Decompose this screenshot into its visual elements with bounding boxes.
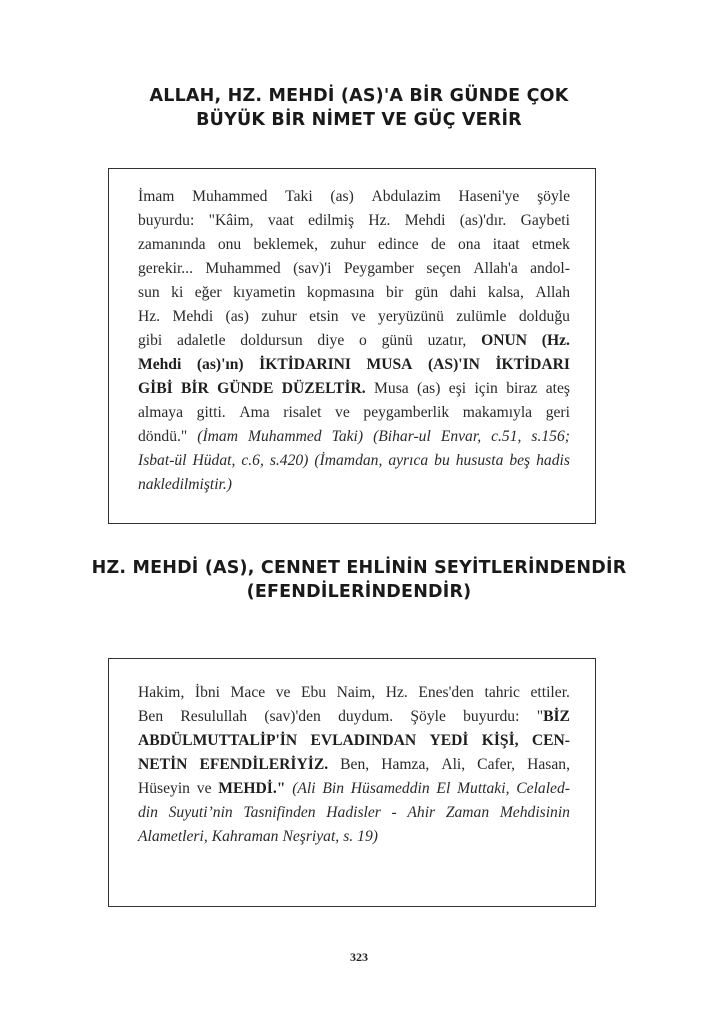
word: peygamberlik — [363, 404, 450, 421]
word: Envar, — [440, 428, 482, 445]
word: Naim, — [336, 684, 376, 701]
quote-line — [138, 401, 570, 425]
word: ateş — [545, 380, 570, 397]
section2-heading-line: (EFENDİLERİNDENDİR) — [246, 582, 472, 602]
quote-line — [138, 329, 570, 353]
word: s. — [343, 828, 354, 845]
word: Isbat-ül — [138, 452, 187, 469]
word: uzatır, — [427, 332, 467, 349]
word: Muhammed — [192, 188, 268, 205]
word: Ahir — [407, 804, 436, 821]
word: Resulullah — [180, 708, 248, 725]
word: geri — [545, 404, 570, 421]
word: yeryüzünü — [378, 308, 444, 325]
word — [537, 705, 570, 729]
word: Neşriyat, — [282, 828, 340, 845]
word: - — [391, 804, 397, 821]
word: Hakim, — [138, 684, 185, 701]
word: GÜNDE — [217, 380, 274, 397]
word: İKTİDARI — [495, 356, 570, 373]
quote-line — [138, 257, 570, 281]
quote-line — [138, 473, 570, 497]
word: seçen — [426, 260, 461, 277]
word: ona — [457, 236, 481, 253]
word: edilmiş — [308, 212, 355, 229]
word: Muttaki, — [457, 780, 510, 797]
quote-line — [138, 425, 570, 449]
quote-box-1 — [108, 168, 596, 524]
quote-line — [138, 753, 570, 777]
word: Muhammed — [205, 260, 281, 277]
word: Taki) — [331, 428, 364, 445]
quote-box-2-text — [138, 681, 570, 849]
word: duydum. — [338, 708, 394, 725]
section1-heading — [0, 84, 718, 132]
word: Tasnifinden — [243, 804, 316, 821]
word: biraz — [506, 380, 538, 397]
page-number: 323 — [350, 950, 368, 964]
word: diye — [317, 332, 345, 349]
word: c.6, — [241, 452, 264, 469]
quote-line — [138, 281, 570, 305]
word: kıyametin — [233, 284, 296, 301]
section2-heading-line: HZ. MEHDİ (AS), CENNET EHLİNİN SEYİTLERİNDENDİR — [91, 558, 627, 578]
word: (İmam — [197, 428, 238, 445]
word: almaya — [138, 404, 184, 421]
word: bir — [385, 284, 404, 301]
word: CEN- — [531, 732, 570, 749]
word: makamıyla — [462, 404, 533, 421]
quote-line — [138, 681, 570, 705]
word: eşi — [448, 380, 467, 397]
word: risalet — [283, 404, 322, 421]
word: hadis — [536, 452, 570, 469]
word: Mace — [230, 684, 266, 701]
word: (sav)'den — [264, 708, 321, 725]
word: MUSA — [366, 356, 413, 373]
word: Mehdi — [404, 212, 446, 229]
word: (AS)'IN — [427, 356, 480, 373]
word: ve — [350, 308, 366, 325]
word: Hamza, — [381, 756, 430, 773]
word: şöyle — [537, 188, 570, 205]
word: BİZ — [543, 708, 570, 725]
word: ki — [171, 284, 184, 301]
word: Ali, — [441, 756, 466, 773]
word: ve — [196, 780, 212, 797]
word: Gaybeti — [520, 212, 570, 229]
word: İbni — [194, 684, 220, 701]
quote-line — [138, 377, 570, 401]
word: s.156; — [531, 428, 570, 445]
quote-line — [138, 801, 570, 825]
word: MEHDİ." — [218, 780, 286, 797]
word: (Ali — [292, 780, 316, 797]
word: (as)'ın) — [196, 356, 244, 373]
word: vaat — [267, 212, 294, 229]
word: Hz. — [368, 212, 391, 229]
word: Mehdi — [138, 356, 182, 373]
quote-line — [138, 185, 570, 209]
word: zuhur — [261, 308, 297, 325]
word: Allah — [535, 284, 570, 301]
word: Haseni'ye — [458, 188, 520, 205]
word: kalsa, — [487, 284, 524, 301]
word: s.420) — [269, 452, 309, 469]
word: döndü." — [138, 428, 188, 445]
word: Şöyle — [410, 708, 446, 725]
word: onu — [217, 236, 242, 253]
word: ABDÜLMUTTALİP'İN — [138, 732, 298, 749]
word: (as) — [330, 188, 354, 205]
word: El — [436, 780, 451, 797]
word: Hüsameddin — [350, 780, 430, 797]
word: ONUN — [481, 332, 528, 349]
word: Muhammed — [247, 428, 322, 445]
word: ayrıca — [388, 452, 429, 469]
quote-box-1-text — [138, 185, 570, 497]
word: de — [431, 236, 446, 253]
word: buyurdu: — [138, 212, 195, 229]
word: günü — [381, 332, 413, 349]
word: zulümle — [456, 308, 507, 325]
word: Ben — [138, 708, 164, 725]
word: ve — [335, 404, 350, 421]
word: beklemek, — [253, 236, 318, 253]
word: din — [138, 804, 158, 821]
word: eğer — [194, 284, 222, 301]
word: 19) — [357, 828, 378, 845]
word: Cafer, — [477, 756, 516, 773]
word: (Hz. — [541, 332, 570, 349]
word: doldursun — [240, 332, 303, 349]
word: Hüdat, — [192, 452, 236, 469]
word: (sav)'i — [293, 260, 332, 277]
word: Hüseyin — [138, 780, 190, 797]
word: beş — [509, 452, 531, 469]
word: c.51, — [491, 428, 522, 445]
word: EFENDİLERİYİZ. — [199, 756, 329, 773]
word: sun — [138, 284, 160, 301]
word: için — [474, 380, 498, 397]
word: (İmamdan, — [314, 452, 383, 469]
quote-line — [138, 353, 570, 377]
word: hususta — [455, 452, 504, 469]
word: gün — [414, 284, 439, 301]
word: buyurdu: — [463, 708, 520, 725]
quote-line — [138, 305, 570, 329]
word: Ama — [239, 404, 270, 421]
word: Hz. — [385, 684, 408, 701]
word: adaletle — [177, 332, 226, 349]
word: (Bihar-ul — [373, 428, 431, 445]
word: gitti. — [196, 404, 226, 421]
word: " — [536, 708, 544, 725]
word: YEDİ — [429, 732, 469, 749]
word: (as) — [417, 380, 441, 397]
word: o — [359, 332, 367, 349]
word: zamanında — [138, 236, 206, 253]
quote-box-2 — [108, 658, 596, 907]
word: bu — [434, 452, 450, 469]
word: Ebu — [300, 684, 327, 701]
word: Peygamber — [343, 260, 414, 277]
word: Enes'den — [418, 684, 474, 701]
word: gibi — [138, 332, 163, 349]
quote-line — [138, 449, 570, 473]
word: EVLADINDAN — [310, 732, 417, 749]
word: NETİN — [138, 756, 188, 773]
word: andol- — [530, 260, 570, 277]
word: Taki — [285, 188, 313, 205]
word: kopmasına — [306, 284, 375, 301]
word: ve — [275, 684, 291, 701]
word: İKTİDARINI — [259, 356, 351, 373]
word: GİBİ — [138, 380, 173, 397]
section2-heading — [0, 556, 718, 604]
quote-line — [138, 729, 570, 753]
word: gerekir... — [138, 260, 193, 277]
word: Mehdi — [172, 308, 214, 325]
quote-line — [138, 825, 570, 849]
section1-heading-line: ALLAH, HZ. MEHDİ (AS)'A BİR GÜNDE ÇOK — [149, 86, 569, 106]
quote-line — [138, 209, 570, 233]
word: Hasan, — [527, 756, 570, 773]
word: zuhur — [330, 236, 366, 253]
quote-line — [138, 705, 570, 729]
word: edince — [378, 236, 419, 253]
word: (as) — [225, 308, 249, 325]
quote-line — [138, 233, 570, 257]
word: Allah'a — [473, 260, 518, 277]
word: Kahraman — [211, 828, 279, 845]
word: itaat — [492, 236, 520, 253]
word: Hz. — [138, 308, 161, 325]
word: KİŞİ, — [481, 732, 519, 749]
word: ettiler. — [530, 684, 570, 701]
word: İmam — [138, 188, 175, 205]
quote-line — [138, 777, 570, 801]
word: Abdulazim — [371, 188, 441, 205]
word: Musa — [374, 380, 409, 397]
word: tahric — [484, 684, 520, 701]
word: Celaled- — [516, 780, 570, 797]
word: etsin — [309, 308, 339, 325]
word: BİR — [181, 380, 209, 397]
word: "Kâim, — [208, 212, 254, 229]
word: Ben, — [340, 756, 370, 773]
word: Zaman — [445, 804, 490, 821]
word: dolduğu — [518, 308, 570, 325]
word: Bin — [322, 780, 345, 797]
word: etmek — [531, 236, 570, 253]
word: DÜZELTİR. — [281, 380, 366, 397]
word: Suyuti’nin — [168, 804, 233, 821]
word: Alametleri, — [138, 828, 208, 845]
word: Mehdisinin — [499, 804, 570, 821]
section1-heading-line: BÜYÜK BİR NİMET VE GÜÇ VERİR — [196, 110, 522, 130]
word: Hadisler — [326, 804, 381, 821]
word: (as)'dır. — [459, 212, 507, 229]
word: dahi — [449, 284, 477, 301]
word: nakledilmiştir.) — [138, 476, 232, 493]
